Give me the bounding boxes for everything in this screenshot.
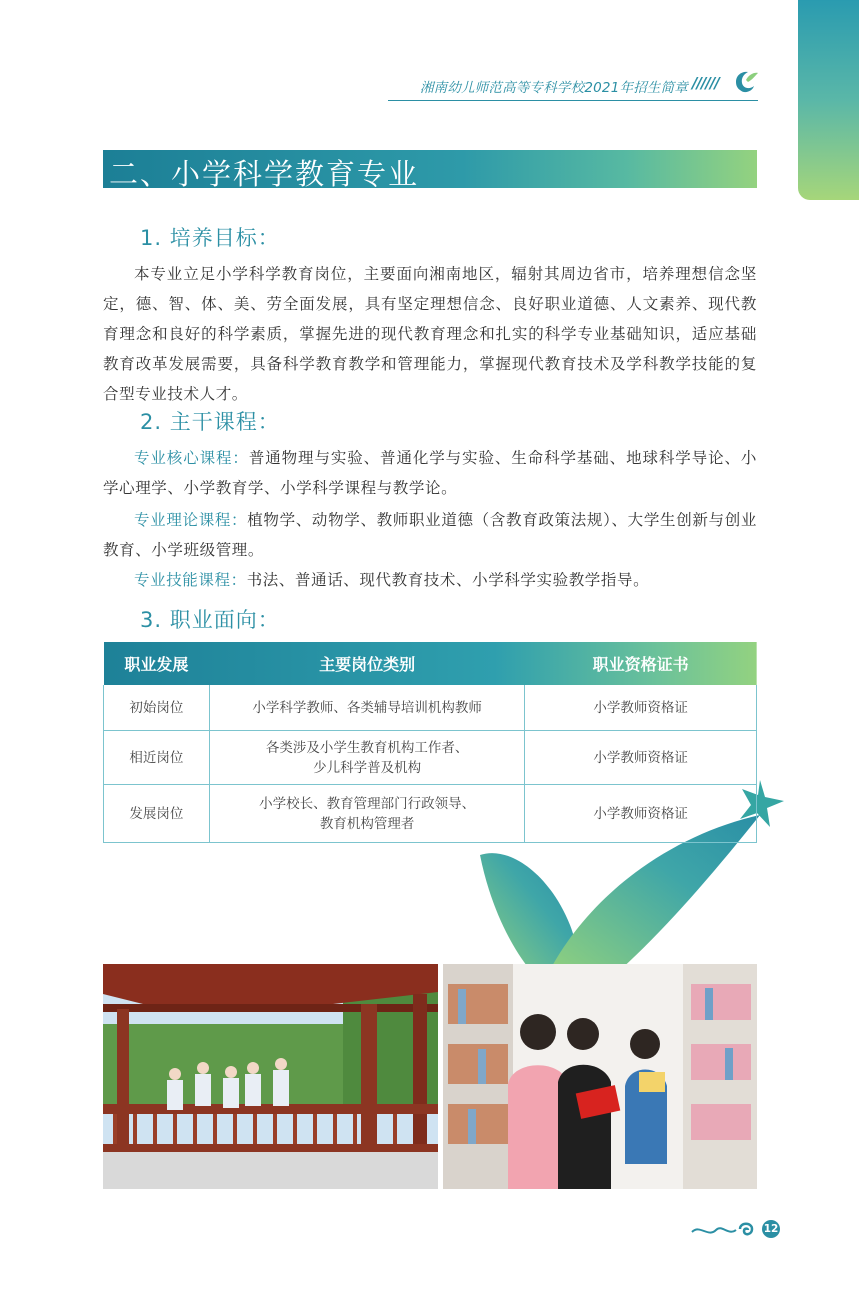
table-header-row xyxy=(104,642,757,685)
col-header-positions: 主要岗位类别 xyxy=(319,654,416,674)
skill-courses-label: 专业技能课程： xyxy=(134,571,247,589)
section-title: 二、小学科学教育专业 xyxy=(109,157,420,191)
core-courses-paragraph xyxy=(103,443,757,503)
header-slashes: ////// xyxy=(692,74,719,92)
cell-certificate: 小学教师资格证 xyxy=(525,785,757,843)
training-goal-text: 本专业立足小学科学教育岗位，主要面向湘南地区，辐射其周边省市，培养理想信念坚定，德、智、体、美、劳全面发展，具有坚定理想信念、良好职业道德、人文素养、现代教育理念和良好的科学素质，掌握先进的现代教育理念和扎实的科学专业基础知识，适应基础教育改革发展需要，具备科学教育教学和管理能力，掌握现代教育技术及学科教学技能的复合型专业技术人才。 xyxy=(103,265,757,403)
col-header-stage: 职业发展 xyxy=(124,654,189,674)
section-banner xyxy=(103,150,757,191)
cell-stage: 初始岗位 xyxy=(104,685,210,731)
career-heading: 3. 职业面向： xyxy=(140,608,280,632)
positions-line: 小学科学教师、各类辅导培训机构教师 xyxy=(252,699,482,716)
theory-courses-text: 植物学、动物学、教师职业道德（含教育政策法规）、大学生创新与创业教育、小学班级管理。 xyxy=(103,511,758,559)
header-rule xyxy=(388,100,758,101)
col-header-certificate: 职业资格证书 xyxy=(592,654,689,674)
cell-positions xyxy=(209,731,525,785)
wave-ornament-icon xyxy=(690,1218,760,1240)
page-number: 12 xyxy=(762,1220,780,1238)
photo-pavilion-students xyxy=(103,964,438,1189)
header-title: 湘南幼儿师范高等专科学校2021年招生简章 xyxy=(419,80,688,96)
school-logo-icon xyxy=(732,68,760,96)
positions-line: 教育机构管理者 xyxy=(319,815,415,832)
main-courses-heading: 2. 主干课程： xyxy=(140,410,280,434)
positions-line: 小学校长、教育管理部门行政领导、 xyxy=(259,795,476,812)
table-row xyxy=(104,785,757,843)
photo-library-students xyxy=(443,964,757,1189)
cell-positions xyxy=(209,685,525,731)
core-courses-label: 专业核心课程： xyxy=(134,449,249,467)
skill-courses-text: 书法、普通话、现代教育技术、小学科学实验教学指导。 xyxy=(246,571,650,589)
positions-line: 少儿科学普及机构 xyxy=(313,759,422,776)
cell-certificate: 小学教师资格证 xyxy=(525,731,757,785)
theory-courses-paragraph xyxy=(103,505,757,565)
table-row xyxy=(104,731,757,785)
theory-courses-label: 专业理论课程： xyxy=(134,511,248,529)
core-courses-text: 普通物理与实验、普通化学与实验、生命科学基础、地球科学导论、小学心理学、小学教育学、小学科学课程与教学论。 xyxy=(103,449,758,497)
cell-stage: 相近岗位 xyxy=(104,731,210,785)
table-row xyxy=(104,685,757,731)
training-goal-heading: 1. 培养目标： xyxy=(140,226,280,250)
corner-color-tab xyxy=(798,0,859,200)
cell-positions xyxy=(209,785,525,843)
positions-line: 各类涉及小学生教育机构工作者、 xyxy=(265,739,469,756)
cell-certificate: 小学教师资格证 xyxy=(525,685,757,731)
cell-stage: 发展岗位 xyxy=(104,785,210,843)
skill-courses-paragraph xyxy=(103,565,757,595)
career-table xyxy=(103,641,757,843)
